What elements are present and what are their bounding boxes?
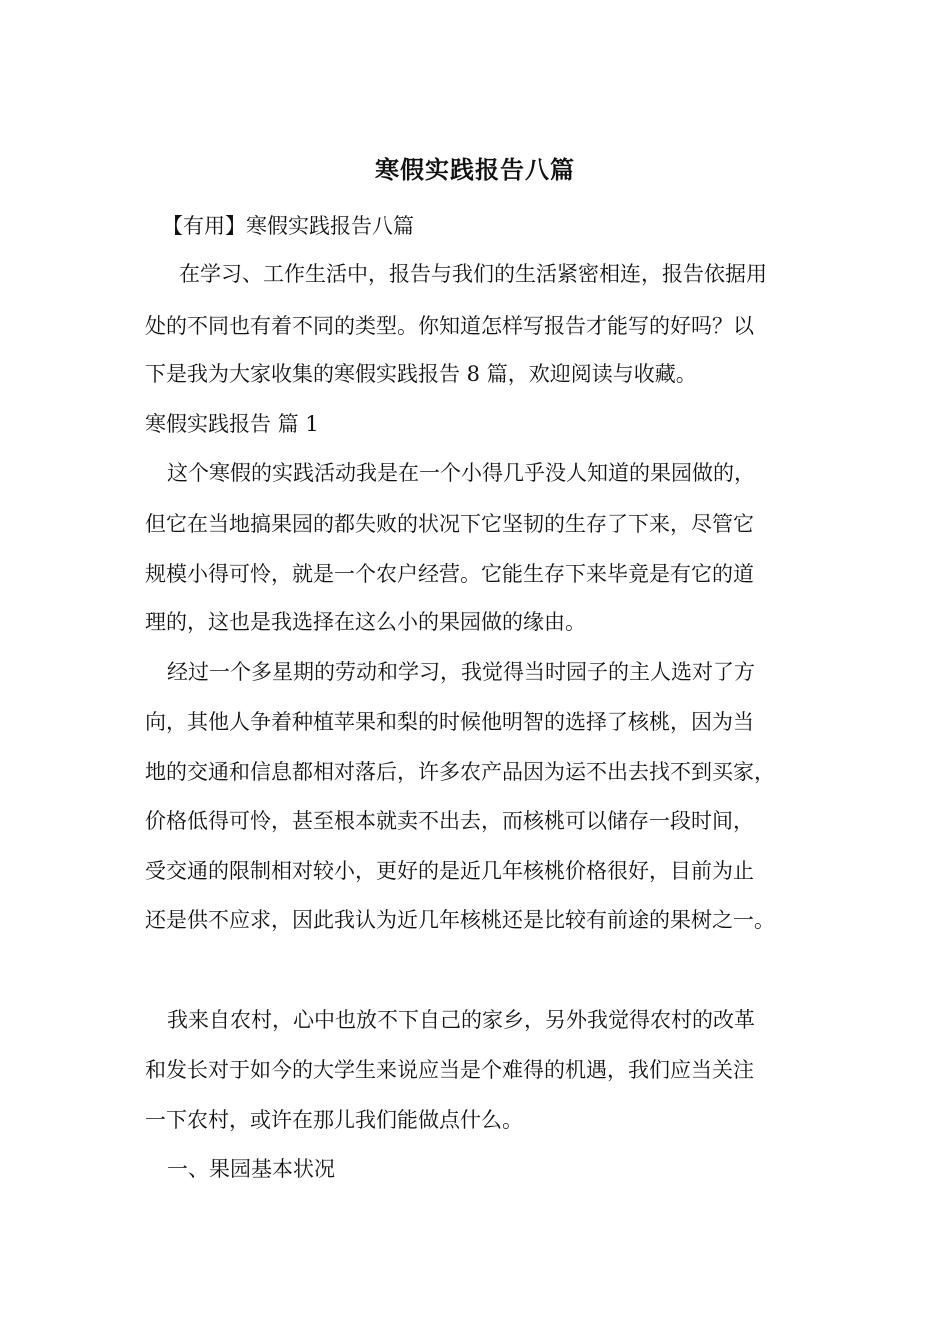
para2-line-1: 经过一个多星期的劳动和学习，我觉得当时园子的主人选对了方	[167, 660, 755, 684]
intro-line-3: 下是我为大家收集的寒假实践报告 8 篇，欢迎阅读与收藏。	[145, 362, 697, 386]
para1-line-2: 但它在当地搞果园的都失败的状况下它坚韧的生存了下来，尽管它	[145, 512, 754, 536]
subheading: 一、果园基本状况	[167, 1157, 335, 1181]
para2-line-6: 还是供不应求，因此我认为近几年核桃还是比较有前途的果树之一。	[145, 908, 775, 932]
para1-line-1: 这个寒假的实践活动我是在一个小得几乎没人知道的果园做的，	[167, 461, 755, 485]
section-heading: 寒假实践报告 篇 1	[145, 412, 319, 436]
intro-line-1: 在学习、工作生活中，报告与我们的生活紧密相连，报告依据用	[179, 262, 767, 286]
intro-line-2: 处的不同也有着不同的类型。你知道怎样写报告才能写的好吗？以	[145, 314, 754, 338]
para2-line-5: 受交通的限制相对较小，更好的是近几年核桃价格很好，目前为止	[145, 859, 754, 883]
document-title: 寒假实践报告八篇	[375, 155, 575, 184]
para2-line-2: 向，其他人争着种植苹果和梨的时候他明智的选择了核桃，因为当	[145, 710, 754, 734]
para2-line-4: 价格低得可怜，甚至根本就卖不出去，而核桃可以储存一段时间，	[145, 809, 754, 833]
para3-line-3: 一下农村，或许在那儿我们能做点什么。	[145, 1108, 523, 1132]
para3-line-2: 和发长对于如今的大学生来说应当是个难得的机遇，我们应当关注	[145, 1058, 754, 1082]
para2-line-3: 地的交通和信息都相对落后，许多农产品因为运不出去找不到买家，	[145, 760, 775, 784]
para1-line-3: 规模小得可怜，就是一个农户经营。它能生存下来毕竟是有它的道	[145, 562, 754, 586]
para3-line-1: 我来自农村，心中也放不下自己的家乡，另外我觉得农村的改革	[167, 1008, 755, 1032]
para1-line-4: 理的，这也是我选择在这么小的果园做的缘由。	[145, 610, 586, 634]
document-subtitle: 【有用】寒假实践报告八篇	[162, 214, 414, 238]
